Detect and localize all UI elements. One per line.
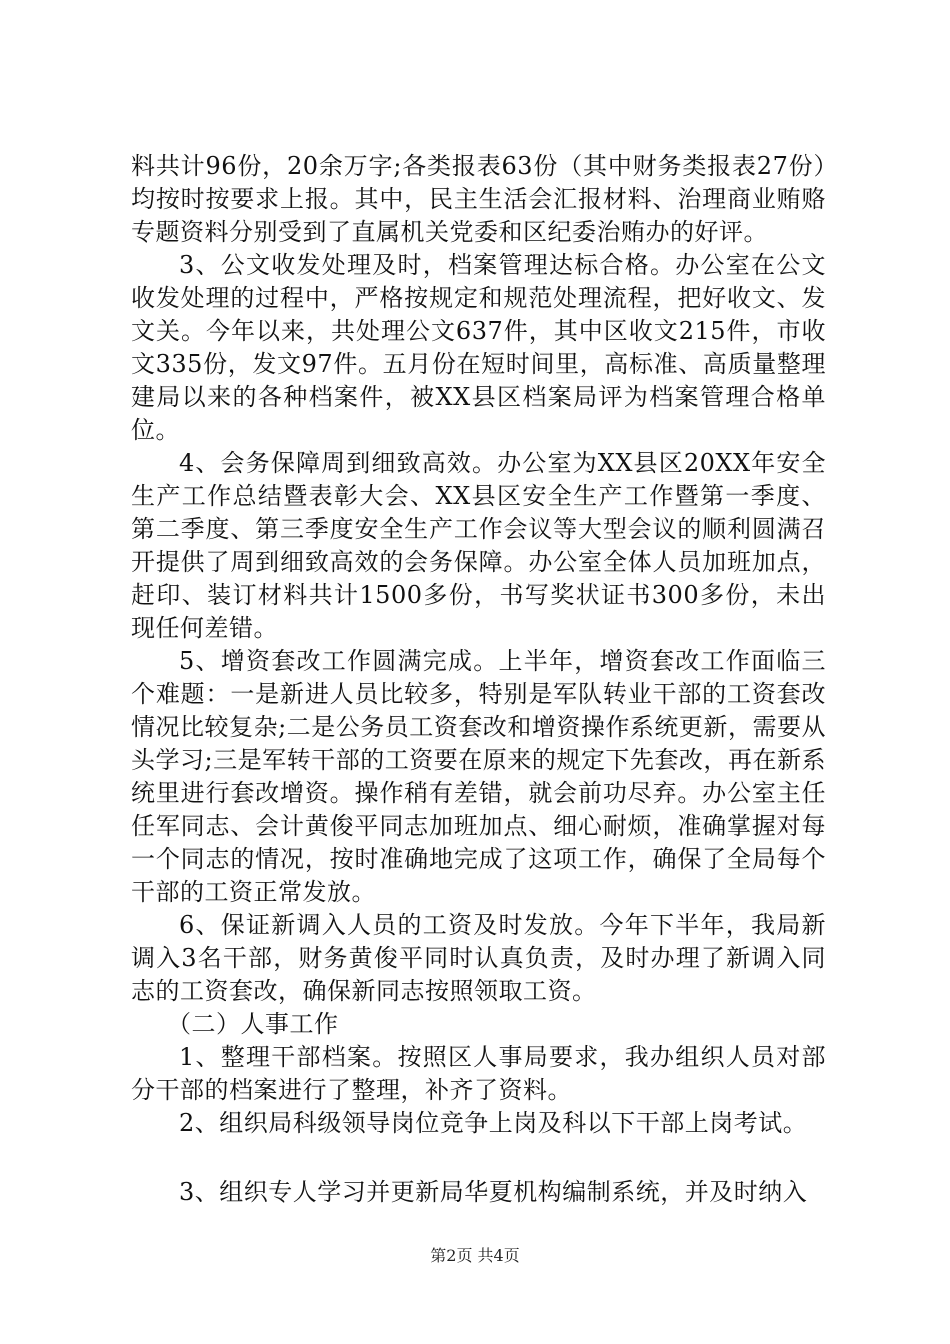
section-paragraph-2: 2、组织局科级领导岗位竞争上岗及科以下干部上岗考试。 [179,1109,808,1137]
section-paragraph-3: 3、组织专人学习并更新局华夏机构编制系统，并及时纳入 [179,1178,808,1206]
paragraph-item-6: 6、保证新调入人员的工资及时发放。今年下半年，我局新调入3名干部，财务黄俊平同时认真负责，及时办理了新调入同志的工资套改，确保新同志按照领取工资。 [131,911,826,1005]
paragraph-item-3: 3、公文收发处理及时，档案管理达标合格。办公室在公文收发处理的过程中，严格按规定和规范处理流程，把好收文、发文关。今年以来，共处理公文637件，其中区收文215件，市收文335份，发文97件。五月份在短时间里，高标准、高质量整理建局以来的各种档案件，被XX县区档案局评为档案管理合格单位。 [131,251,826,444]
section-heading: （二）人事工作 [167,1010,339,1038]
paragraph-item-4: 4、会务保障周到细致高效。办公室为XX县区20XX年安全生产工作总结暨表彰大会、XX县区安全生产工作暨第一季度、第二季度、第三季度安全生产工作会议等大型会议的顺利圆满召开提供了周到细致高效的会务保障。办公室全体人员加班加点，赶印、装订材料共计1500多份，书写奖状证书300多份，未出现任何差错。 [131,449,826,642]
document-body [131,150,826,1209]
paragraph-continued: 料共计96份，20余万字;各类报表63份（其中财务类报表27份）均按时按要求上报。其中，民主生活会汇报材料、治理商业贿赂专题资料分别受到了直属机关党委和区纪委治贿办的好评。 [131,152,826,246]
paragraph-item-5: 5、增资套改工作圆满完成。上半年，增资套改工作面临三个难题：一是新进人员比较多，特别是军队转业干部的工资套改情况比较复杂;二是公务员工资套改和增资操作系统更新，需要从头学习;三是军转干部的工资要在原来的规定下先套改，再在新系统里进行套改增资。操作稍有差错，就会前功尽弃。办公室主任任军同志、会计黄俊平同志加班加点、细心耐烦，准确掌握对每一个同志的情况，按时准确地完成了这项工作，确保了全局每个干部的工资正常发放。 [131,647,826,906]
section-paragraph-1: 1、整理干部档案。按照区人事局要求，我办组织人员对部分干部的档案进行了整理，补齐了资料。 [131,1043,826,1104]
page-number-footer: 第2页 共4页 [430,1246,520,1265]
